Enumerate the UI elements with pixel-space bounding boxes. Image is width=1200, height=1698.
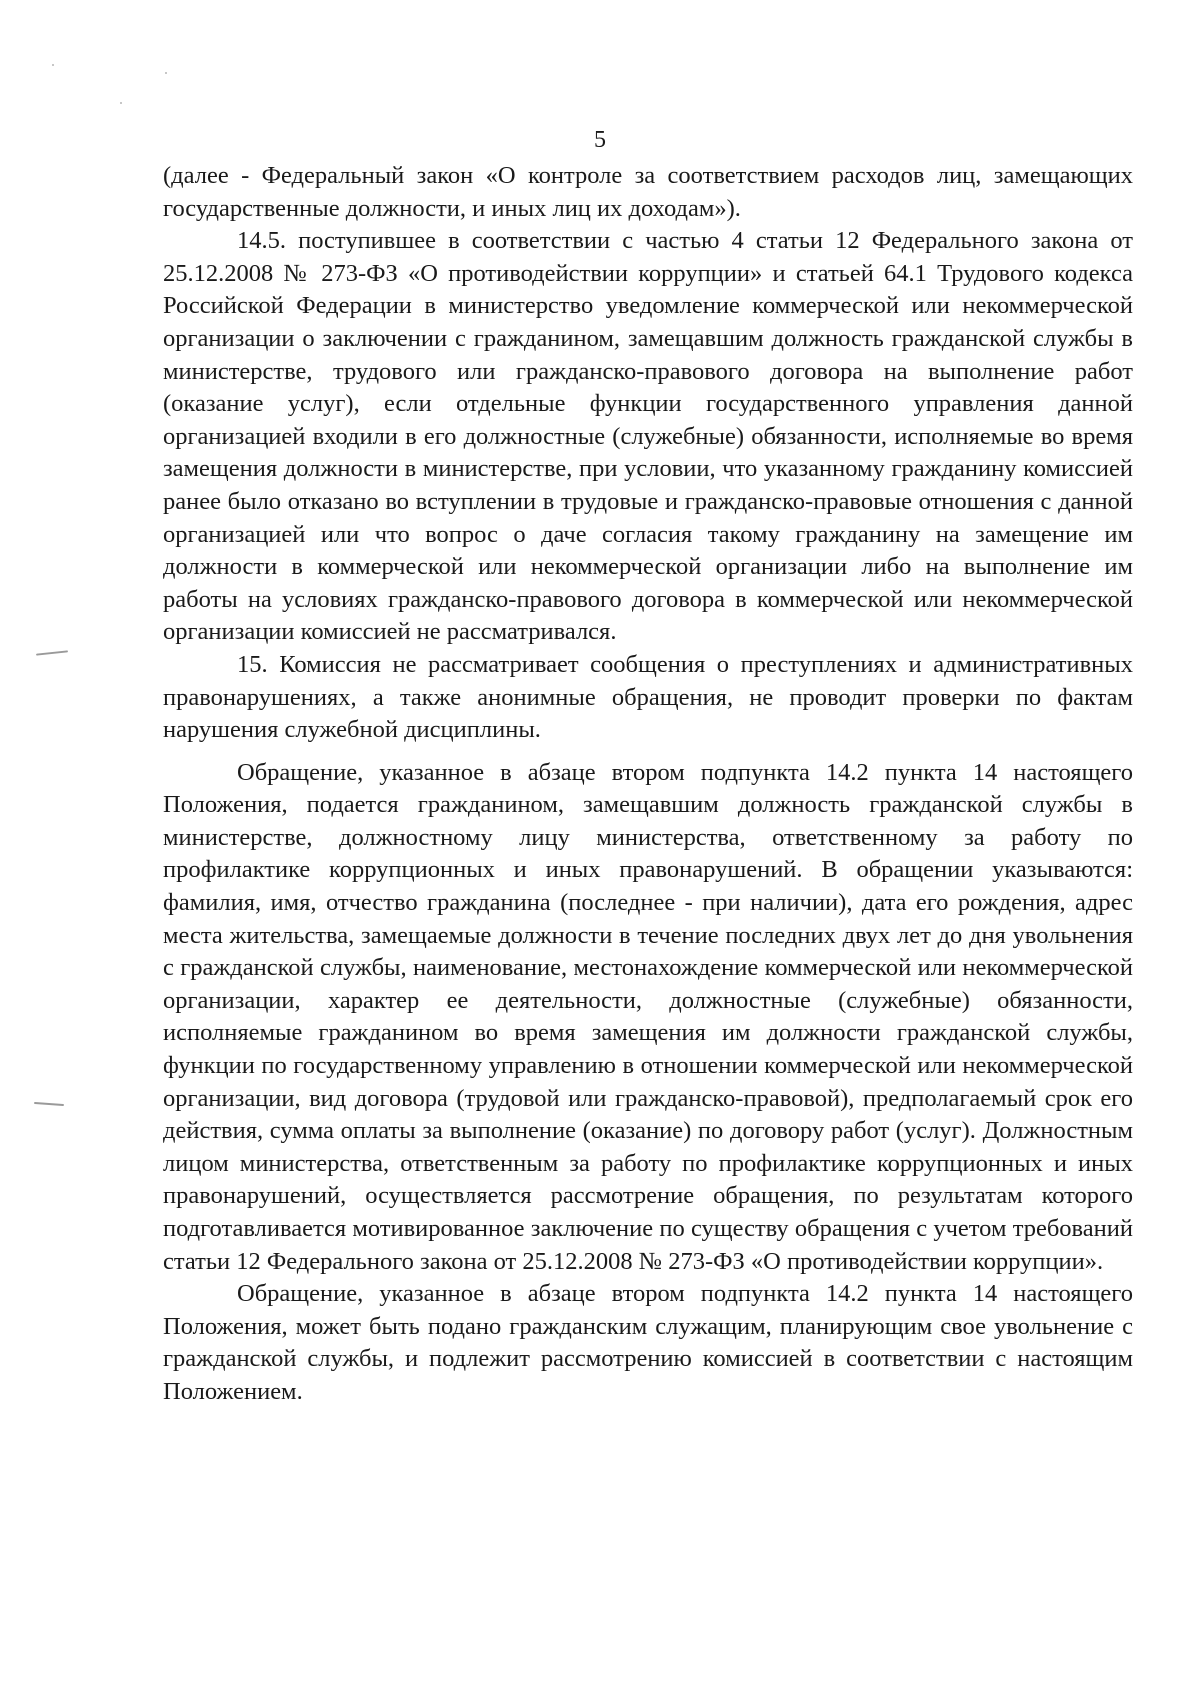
- paragraph-item-14-5: 14.5. поступившее в соответствии с частью 4 статьи 12 Федерального закона от 25.12.2008 № 273-ФЗ «О противодействии коррупции» и статьей 64.1 Трудового кодекса Российской Федерации в министерство уведомление коммерческой или некоммерческой организации о заключении с гражданином, замещавшим должность гражданской службы в министерстве, трудового или гражданско-правового договора на выполнение работ (оказание услуг), если отдельные функции государственного управления данной организацией входили в его должностные (служебные) обязанности, исполняемые во время замещения должности в министерстве, при условии, что указанному гражданину комиссией ранее было отказано во вступлении в трудовые и гражданско-правовые отношения с данной организацией или что вопрос о даче согласия такому гражданину на замещение им должности в коммерческой или некоммерческой организации либо на выполнение им работы на условиях гражданско-правового договора в коммерческой или некоммерческой организации комиссией не рассматривался.: [163, 227, 1133, 646]
- paragraph-continuation: (далее - Федеральный закон «О контроле за соответствием расходов лиц, замещающих государственные должности, и иных лиц их доходам»).: [163, 162, 1133, 222]
- scan-speck: [120, 102, 122, 104]
- scan-mark: [36, 650, 68, 655]
- paragraph-item-15: 15. Комиссия не рассматривает сообщения о преступлениях и административных правонарушениях, а также анонимные обращения, не проводит проверки по фактам нарушения служебной дисциплины.: [163, 650, 1133, 744]
- document-body: [163, 160, 1133, 1409]
- paragraph-appeal-before-dismissal: Обращение, указанное в абзаце втором подпункта 14.2 пункта 14 настоящего Положения, может быть подано гражданским служащим, планирующим свое увольнение с гражданской службы, и подлежит рассмотрению комиссией в соответствии с настоящим Положением.: [163, 1280, 1133, 1405]
- scan-mark: [34, 1102, 64, 1106]
- paragraph-appeal-content: Обращение, указанное в абзаце втором подпункта 14.2 пункта 14 настоящего Положения, подается гражданином, замещавшим должность гражданской службы в министерстве, должностному лицу министерства, ответственному за работу по профилактике коррупционных и иных правонарушений. В обращении указываются: фамилия, имя, отчество гражданина (последнее - при наличии), дата его рождения, адрес места жительства, замещаемые должности в течение последних двух лет до дня увольнения с гражданской службы, наименование, местонахождение коммерческой или некоммерческой организации, характер ее деятельности, должностные (служебные) обязанности, исполняемые гражданином во время замещения им должности гражданской службы, функции по государственному управлению в отношении коммерческой или некоммерческой организации, вид договора (трудовой или гражданско-правовой), предполагаемый срок его действия, сумма оплаты за выполнение (оказание) по договору работ (услуг). Должностным лицом министерства, ответственным за работу по профилактике коррупционных и иных правонарушений, осуществляется рассмотрение обращения, по результатам которого подготавливается мотивированное заключение по существу обращения с учетом требований статьи 12 Федерального закона от 25.12.2008 № 273-ФЗ «О противодействии коррупции».: [163, 758, 1133, 1275]
- scan-speck: [52, 64, 54, 66]
- scan-speck: [165, 72, 167, 74]
- page-number: 5: [594, 127, 606, 153]
